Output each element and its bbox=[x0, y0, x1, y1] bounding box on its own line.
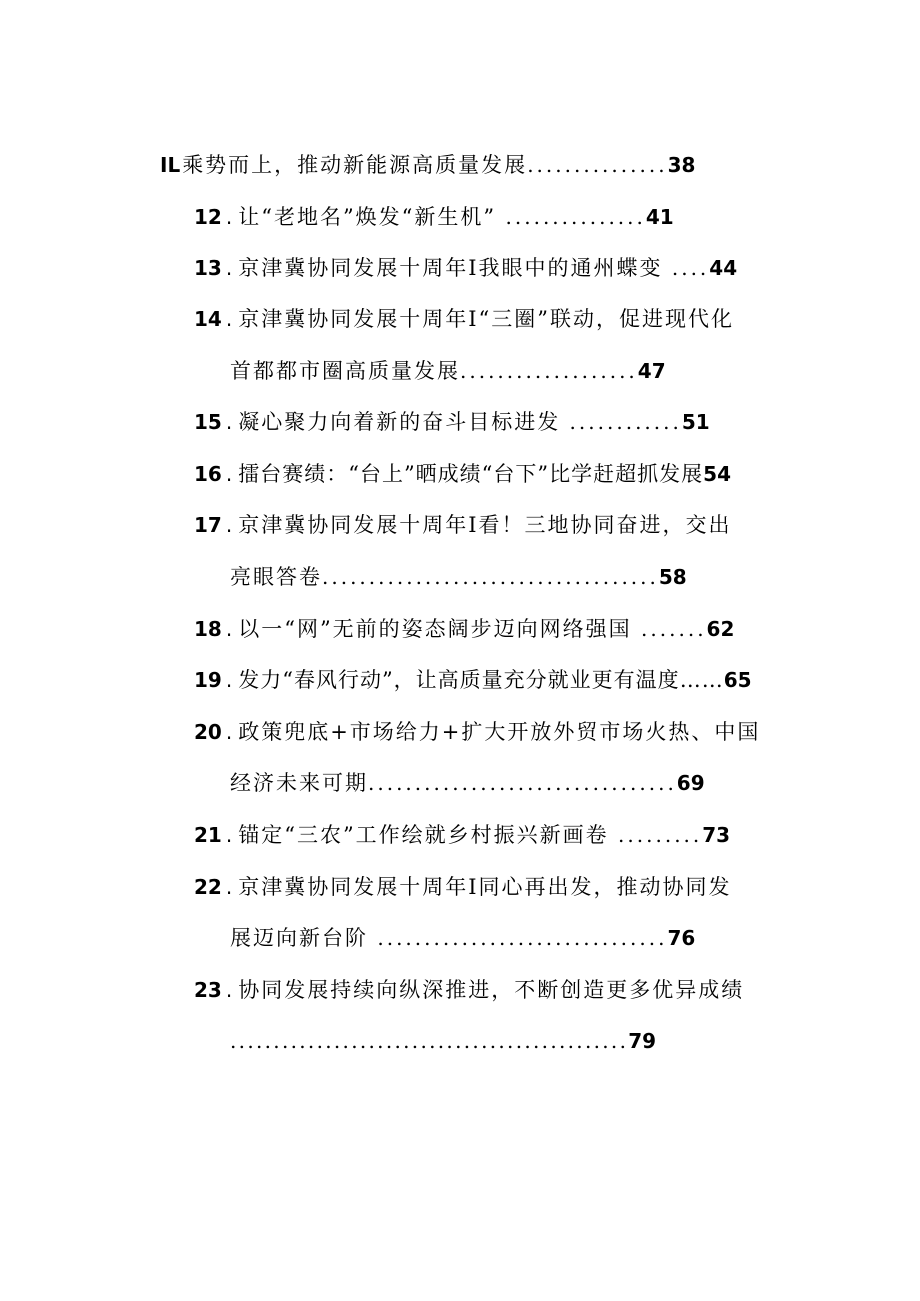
page-number: 47 bbox=[637, 359, 666, 383]
leader-dots: ............... bbox=[527, 153, 668, 177]
page-number: 41 bbox=[645, 205, 674, 229]
leader-dots: ............ bbox=[560, 410, 682, 434]
page-number: 62 bbox=[706, 617, 735, 641]
entry-title: 京津冀协同发展十周年I我眼中的通州蝶变 bbox=[238, 256, 663, 280]
entry-title: 以一“网”无前的姿态阔步迈向网络强国 bbox=[238, 617, 632, 641]
entry-title: 京津冀协同发展十周年I看！三地协同奋进，交出 bbox=[238, 513, 732, 537]
toc-entry: 20 . 政策兜底+市场给力+扩大开放外贸市场火热、中国 bbox=[194, 720, 761, 744]
entry-title: 协同发展持续向纵深推进，不断创造更多优异成绩 bbox=[238, 978, 745, 1002]
entry-title-cont: 展迈向新台阶 bbox=[230, 926, 368, 950]
entry-number: 18 bbox=[194, 617, 222, 641]
entry-title-cont: 经济未来可期 bbox=[230, 771, 368, 795]
toc-entry: 21 . 锚定“三农”工作绘就乡村振兴新画卷 .........73 bbox=[194, 823, 731, 847]
leader-dots: .................................... bbox=[322, 565, 659, 589]
toc-entry: 13 . 京津冀协同发展十周年I我眼中的通州蝶变 ....44 bbox=[194, 256, 738, 280]
entry-number: 19 bbox=[194, 668, 222, 692]
page-number: 51 bbox=[681, 410, 710, 434]
entry-number: 12 bbox=[194, 205, 222, 229]
leader-dots: ......... bbox=[608, 823, 703, 847]
page-number: 65 bbox=[723, 668, 752, 692]
entry-title: 京津冀协同发展十周年I“三圈”联动，促进现代化 bbox=[238, 307, 734, 331]
toc-entry bbox=[160, 151, 695, 179]
entry-number: 15 bbox=[194, 410, 222, 434]
entry-title: 凝心聚力向着新的奋斗目标进发 bbox=[238, 410, 561, 434]
toc-entry-continuation bbox=[230, 924, 695, 952]
toc-entry-continuation bbox=[230, 1027, 656, 1055]
entry-title-cont: 首都都市圈高质量发展 bbox=[230, 359, 460, 383]
entry-number: 16 bbox=[194, 462, 222, 486]
toc-entry: 19 . 发力“春风行动”，让高质量充分就业更有温度……65 bbox=[194, 668, 752, 692]
toc-entry: 23 . 协同发展持续向纵深推进，不断创造更多优异成绩 bbox=[194, 978, 745, 1002]
toc-entry-continuation bbox=[230, 357, 666, 385]
entry-title: 政策兜底+市场给力+扩大开放外贸市场火热、中国 bbox=[238, 720, 761, 744]
entry-number: 17 bbox=[194, 513, 222, 537]
leader-dots: .... bbox=[662, 256, 710, 280]
page-number: 76 bbox=[667, 926, 696, 950]
entry-number: IL bbox=[160, 153, 181, 177]
entry-title: 让“老地名”焕发“新生机” bbox=[238, 205, 497, 229]
entry-number: 21 bbox=[194, 823, 222, 847]
leader-dots: ................... bbox=[460, 359, 638, 383]
entry-title: 发力“春风行动”，让高质量充分就业更有温度 bbox=[238, 668, 680, 692]
leader-dots: ............................... bbox=[368, 926, 668, 950]
entry-title: 锚定“三农”工作绘就乡村振兴新画卷 bbox=[238, 823, 609, 847]
toc-entry-continuation bbox=[230, 563, 687, 591]
leader-dots: …… bbox=[679, 668, 724, 692]
leader-dots: ....... bbox=[631, 617, 707, 641]
entry-title: 京津冀协同发展十周年I同心再出发，推动协同发 bbox=[238, 875, 732, 899]
entry-title: 乘势而上，推动新能源高质量发展 bbox=[182, 153, 528, 177]
toc-entry: 18 . 以一“网”无前的姿态阔步迈向网络强国 .......62 bbox=[194, 617, 735, 641]
page-number: 58 bbox=[658, 565, 687, 589]
page-number: 69 bbox=[676, 771, 705, 795]
leader-dots: ................................. bbox=[368, 771, 677, 795]
page-number: 79 bbox=[628, 1029, 657, 1053]
toc-entry: 17 . 京津冀协同发展十周年I看！三地协同奋进，交出 bbox=[194, 513, 732, 537]
toc-entry: 14 . 京津冀协同发展十周年I“三圈”联动，促进现代化 bbox=[194, 307, 734, 331]
page-number: 73 bbox=[702, 823, 731, 847]
toc-entry: 22 . 京津冀协同发展十周年I同心再出发，推动协同发 bbox=[194, 875, 732, 899]
leader-dots: .............................................. bbox=[230, 1029, 629, 1053]
entry-number: 23 bbox=[194, 978, 222, 1002]
entry-number: 20 bbox=[194, 720, 222, 744]
entry-number: 22 bbox=[194, 875, 222, 899]
page-number: 54 bbox=[703, 462, 731, 486]
page-number: 38 bbox=[667, 153, 696, 177]
toc-entry: 16 . 擂台赛绩：“台上”晒成绩“台下”比学赶超抓发展54 bbox=[194, 462, 731, 486]
page-number: 44 bbox=[709, 256, 738, 280]
entry-number: 14 bbox=[194, 307, 222, 331]
toc-entry: 12 . 让“老地名”焕发“新生机” ...............41 bbox=[194, 205, 674, 229]
entry-title: 擂台赛绩：“台上”晒成绩“台下”比学赶超抓发展 bbox=[238, 462, 704, 486]
leader-dots: ............... bbox=[496, 205, 646, 229]
toc-entry-continuation bbox=[230, 769, 705, 797]
entry-title-cont: 亮眼答卷 bbox=[230, 565, 322, 589]
entry-number: 13 bbox=[194, 256, 222, 280]
toc-entry: 15 . 凝心聚力向着新的奋斗目标进发 ............51 bbox=[194, 410, 710, 434]
